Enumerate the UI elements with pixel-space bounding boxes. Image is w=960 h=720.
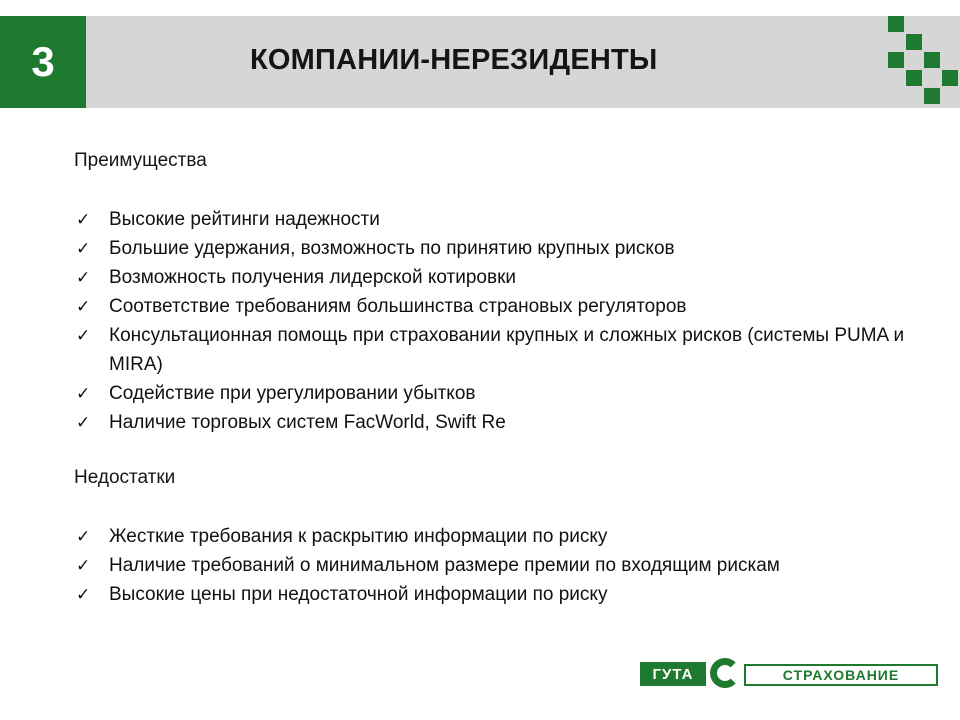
list-item: ✓ Жесткие требования к раскрытию информации по риску: [74, 522, 934, 551]
advantages-list: [74, 205, 934, 437]
list-item: ✓ Наличие торговых систем FacWorld, Swift Re: [74, 408, 934, 437]
decor-square: [888, 16, 904, 32]
list-item: ✓ Большие удержания, возможность по принятию крупных рисков: [74, 234, 934, 263]
decor-square: [924, 52, 940, 68]
list-item: ✓ Возможность получения лидерской котировки: [74, 263, 934, 292]
check-icon: ✓: [76, 384, 91, 403]
list-item: ✓ Высокие цены при недостаточной информации по риску: [74, 580, 934, 609]
disadvantages-list: [74, 522, 934, 609]
decor-square: [888, 52, 904, 68]
page-title: КОМПАНИИ-НЕРЕЗИДЕНТЫ: [250, 44, 658, 76]
list-item: ✓ Содействие при урегулировании убытков: [74, 379, 934, 408]
check-icon: ✓: [76, 527, 91, 546]
check-icon: ✓: [76, 268, 91, 287]
list-item: ✓ Консультационная помощь при страховании крупных и сложных рисков (системы PUMA и MIRA): [74, 321, 934, 379]
check-icon: ✓: [76, 413, 91, 432]
check-icon: ✓: [76, 585, 91, 604]
company-logo: [640, 660, 940, 690]
logo-g-icon: [710, 658, 740, 688]
slide-number: 3: [0, 16, 86, 108]
check-icon: ✓: [76, 210, 91, 229]
advantages-label: Преимущества: [74, 150, 207, 171]
decor-square: [942, 70, 958, 86]
list-item: ✓ Высокие рейтинги надежности: [74, 205, 934, 234]
decor-square: [906, 70, 922, 86]
decor-square: [906, 34, 922, 50]
check-icon: ✓: [76, 556, 91, 575]
list-item: ✓ Соответствие требованиям большинства страновых регуляторов: [74, 292, 934, 321]
check-icon: ✓: [76, 239, 91, 258]
check-icon: ✓: [76, 326, 91, 345]
decorative-squares: [880, 12, 960, 112]
list-item: ✓ Наличие требований о минимальном размере премии по входящим рискам: [74, 551, 934, 580]
disadvantages-label: Недостатки: [74, 467, 176, 488]
decor-square: [924, 88, 940, 104]
logo-guta-text: ГУТА: [640, 662, 706, 686]
logo-strahovanie-text: СТРАХОВАНИЕ: [744, 664, 938, 686]
check-icon: ✓: [76, 297, 91, 316]
